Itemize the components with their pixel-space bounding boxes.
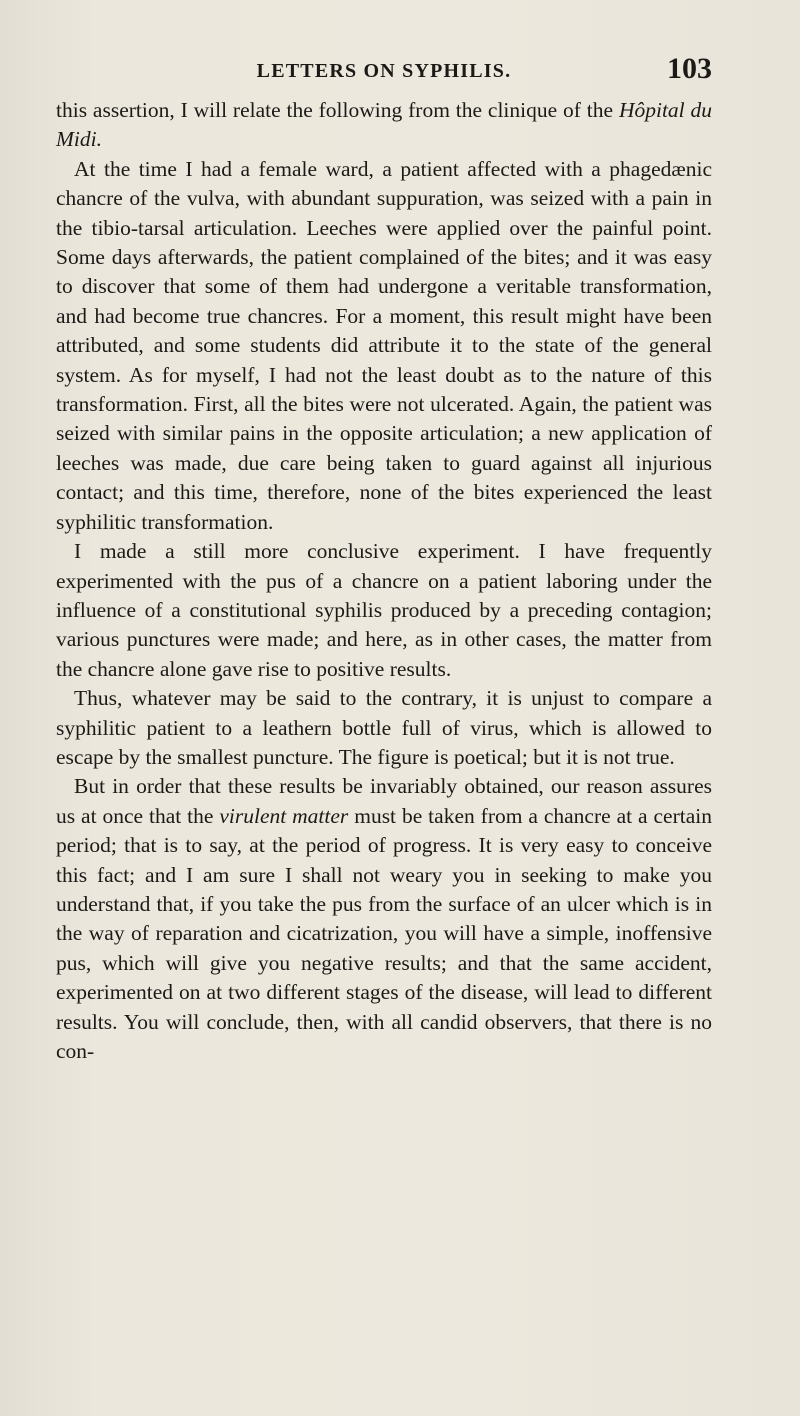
text-run: I made a still more conclusive experiment. I have frequently experimented with the pus of a chancre on a patient laboring under the influence of a constitutional syphilis produced by a preceding contagion; various punctures were made; and here, as in other cases, the matter from the chancre alone gave rise to positive results.: [56, 539, 712, 681]
paragraph: [56, 155, 712, 537]
text-run: must be taken from a chancre at a certain period; that is to say, at the period of progress. It is very easy to conceive this fact; and I am sure I shall not weary you in seeking to make you understand that, if you take the pus from the surface of an ulcer which is in the way of reparation and cicatrization, you will have a simple, inoffensive pus, which will give you negative results; and that the same accident, experimented on at two different stages of the disease, will lead to different results. You will conclude, then, with all candid observers, that there is no con-: [56, 803, 712, 1063]
running-head: [58, 52, 710, 92]
text-run: But in order that these results be invariably obtained, our reason assures us at once that the: [56, 774, 712, 828]
paragraph: [56, 772, 712, 1066]
text-run: At the time I had a female ward, a patient affected with a phagedænic chancre of the vulva, with abundant suppuration, was seized with a pain in the tibio-tarsal articulation. Leeches were applied over the painful point. Some days afterwards, the patient complained of the bites; and it was easy to discover that some of them had undergone a veritable transformation, and had become true chancres. For a moment, this result might have been attributed, and some students did attribute it to the state of the general system. As for myself, I had not the least doubt as to the nature of this transformation. First, all the bites were not ulcerated. Again, the patient was seized with similar pains in the opposite articulation; a new application of leeches was made, due care being taken to guard against all injurious contact; and this time, therefore, none of the bites experienced the least syphilitic transformation.: [56, 156, 712, 534]
paragraph: [56, 96, 712, 155]
paragraph: [56, 537, 712, 684]
text-run: Thus, whatever may be said to the contrary, it is unjust to compare a syphilitic patient to a leathern bottle full of virus, which is allowed to escape by the smallest puncture. The figure is poetical; but it is not true.: [56, 686, 712, 769]
body-text: [56, 96, 712, 1066]
italic-run: Hôpital du Midi.: [56, 98, 712, 152]
paragraph: [56, 684, 712, 772]
text-run: this assertion, I will relate the following from the clinique of the: [56, 98, 619, 122]
running-head-title: LETTERS ON SYPHILIS.: [256, 60, 512, 82]
italic-run: virulent matter: [219, 803, 349, 828]
page-number: 103: [667, 52, 712, 85]
